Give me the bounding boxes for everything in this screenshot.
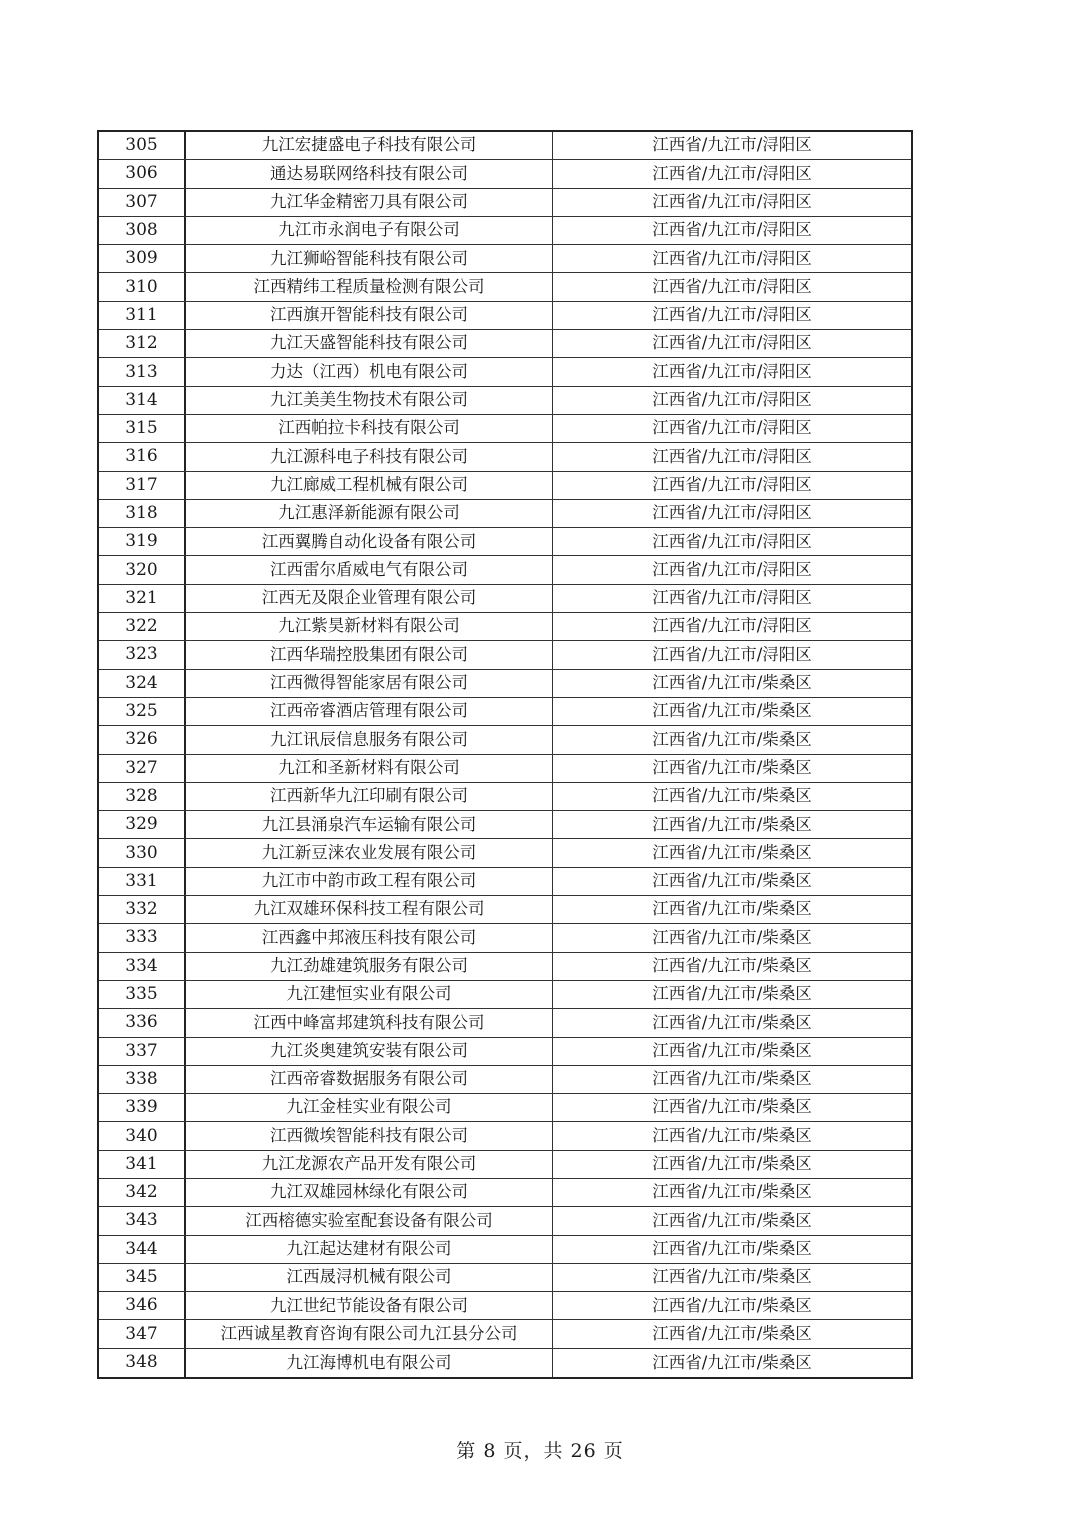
row-number: 343 xyxy=(99,1207,186,1234)
table-row xyxy=(99,896,911,924)
table-row xyxy=(99,1179,911,1207)
table-row xyxy=(99,641,911,669)
company-region: 江西省/九江市/柴桑区 xyxy=(652,1323,812,1343)
table-row xyxy=(99,528,911,556)
company-name: 九江华金精密刀具有限公司 xyxy=(186,189,553,216)
row-number: 320 xyxy=(99,556,186,583)
company-region: 江西省/九江市/柴桑区 xyxy=(652,842,812,862)
row-number: 344 xyxy=(99,1236,186,1263)
company-region: 江西省/九江市/浔阳区 xyxy=(652,531,812,551)
company-name: 九江双雄园林绿化有限公司 xyxy=(186,1179,553,1206)
table-row xyxy=(99,500,911,528)
company-name: 九江龙源农产品开发有限公司 xyxy=(186,1151,553,1178)
company-name: 九江天盛智能科技有限公司 xyxy=(186,330,553,357)
company-region: 江西省/九江市/柴桑区 xyxy=(652,956,812,975)
table-row xyxy=(99,160,911,188)
row-number: 321 xyxy=(99,585,186,612)
row-number: 312 xyxy=(99,330,186,357)
table-row xyxy=(99,698,911,726)
row-number: 342 xyxy=(99,1179,186,1206)
company-name: 江西精纬工程质量检测有限公司 xyxy=(186,273,553,300)
table-row xyxy=(99,245,911,273)
row-number: 310 xyxy=(99,273,186,300)
company-region: 江西省/九江市/柴桑区 xyxy=(652,1097,812,1117)
company-region: 江西省/九江市/浔阳区 xyxy=(652,588,812,608)
table-row xyxy=(99,981,911,1009)
company-name: 江西帝睿数据服务有限公司 xyxy=(186,1066,553,1093)
table-row xyxy=(99,811,911,839)
company-name: 九江源科电子科技有限公司 xyxy=(186,443,553,470)
company-name: 江西新华九江印刷有限公司 xyxy=(186,783,553,810)
row-number: 335 xyxy=(99,981,186,1008)
company-region: 江西省/九江市/浔阳区 xyxy=(652,163,812,183)
table-row xyxy=(99,924,911,952)
company-region: 江西省/九江市/柴桑区 xyxy=(652,1267,812,1287)
company-name: 九江市中韵市政工程有限公司 xyxy=(186,868,553,895)
table-row xyxy=(99,613,911,641)
company-region: 江西省/九江市/柴桑区 xyxy=(652,786,812,806)
company-name: 九江市永润电子有限公司 xyxy=(186,217,553,244)
company-region: 江西省/九江市/柴桑区 xyxy=(652,1154,812,1174)
row-number: 308 xyxy=(99,217,186,244)
row-number: 347 xyxy=(99,1320,186,1347)
row-number: 336 xyxy=(99,1009,186,1036)
company-name: 江西翼腾自动化设备有限公司 xyxy=(186,528,553,555)
company-region: 江西省/九江市/浔阳区 xyxy=(652,305,812,325)
row-number: 316 xyxy=(99,443,186,470)
company-name: 江西晟浔机械有限公司 xyxy=(186,1264,553,1291)
row-number: 341 xyxy=(99,1151,186,1178)
table-row xyxy=(99,1320,911,1348)
company-name: 力达（江西）机电有限公司 xyxy=(186,358,553,385)
row-number: 324 xyxy=(99,670,186,697)
company-name: 九江惠泽新能源有限公司 xyxy=(186,500,553,527)
company-region: 江西省/九江市/浔阳区 xyxy=(652,474,812,494)
company-region: 江西省/九江市/柴桑区 xyxy=(652,1012,812,1032)
row-number: 323 xyxy=(99,641,186,668)
row-number: 338 xyxy=(99,1066,186,1093)
table-row xyxy=(99,783,911,811)
row-number: 337 xyxy=(99,1038,186,1065)
company-name: 江西无及限企业管理有限公司 xyxy=(186,585,553,612)
row-number: 327 xyxy=(99,755,186,782)
table-row xyxy=(99,472,911,500)
company-region: 江西省/九江市/浔阳区 xyxy=(652,361,812,381)
company-name: 九江狮峪智能科技有限公司 xyxy=(186,245,553,272)
row-number: 315 xyxy=(99,415,186,442)
row-number: 326 xyxy=(99,726,186,753)
table-row xyxy=(99,1349,911,1377)
row-number: 305 xyxy=(99,132,186,159)
table-row xyxy=(99,1292,911,1320)
table-row xyxy=(99,1066,911,1094)
company-region: 江西省/九江市/柴桑区 xyxy=(652,1069,812,1089)
company-region: 江西省/九江市/柴桑区 xyxy=(652,1295,812,1315)
table-row xyxy=(99,189,911,217)
company-name: 九江金桂实业有限公司 xyxy=(186,1094,553,1121)
row-number: 311 xyxy=(99,302,186,329)
table-row xyxy=(99,868,911,896)
company-name: 通达易联网络科技有限公司 xyxy=(186,160,553,187)
company-region: 江西省/九江市/浔阳区 xyxy=(652,616,812,636)
table-row xyxy=(99,1207,911,1235)
row-number: 333 xyxy=(99,924,186,951)
table-row xyxy=(99,273,911,301)
company-name: 九江建恒实业有限公司 xyxy=(186,981,553,1008)
table-row xyxy=(99,1094,911,1122)
company-region: 江西省/九江市/柴桑区 xyxy=(652,899,812,919)
row-number: 346 xyxy=(99,1292,186,1319)
row-number: 313 xyxy=(99,358,186,385)
company-name: 江西微得智能家居有限公司 xyxy=(186,670,553,697)
company-name: 九江世纪节能设备有限公司 xyxy=(186,1292,553,1319)
company-region: 江西省/九江市/浔阳区 xyxy=(652,191,812,211)
company-name: 江西华瑞控股集团有限公司 xyxy=(186,641,553,668)
table-row xyxy=(99,302,911,330)
table-row xyxy=(99,585,911,613)
company-region: 江西省/九江市/浔阳区 xyxy=(652,248,812,268)
row-number: 307 xyxy=(99,189,186,216)
company-name: 九江紫昊新材料有限公司 xyxy=(186,613,553,640)
table-row xyxy=(99,358,911,386)
company-region: 江西省/九江市/浔阳区 xyxy=(652,220,812,240)
company-name: 江西榕德实验室配套设备有限公司 xyxy=(186,1207,553,1234)
company-name: 江西微埃智能科技有限公司 xyxy=(186,1122,553,1149)
company-name: 九江海博机电有限公司 xyxy=(186,1349,553,1377)
company-region: 江西省/九江市/柴桑区 xyxy=(652,1210,812,1230)
company-name: 九江宏捷盛电子科技有限公司 xyxy=(186,132,553,159)
row-number: 322 xyxy=(99,613,186,640)
company-name: 九江劲雄建筑服务有限公司 xyxy=(186,953,553,980)
table-row xyxy=(99,132,911,160)
company-region: 江西省/九江市/柴桑区 xyxy=(652,927,812,947)
company-name: 九江县涌泉汽车运输有限公司 xyxy=(186,811,553,838)
row-number: 331 xyxy=(99,868,186,895)
row-number: 318 xyxy=(99,500,186,527)
row-number: 328 xyxy=(99,783,186,810)
row-number: 332 xyxy=(99,896,186,923)
company-region: 江西省/九江市/浔阳区 xyxy=(652,135,812,155)
row-number: 348 xyxy=(99,1349,186,1377)
company-region: 江西省/九江市/浔阳区 xyxy=(652,390,812,410)
company-name: 九江炎奥建筑安装有限公司 xyxy=(186,1038,553,1065)
company-region: 江西省/九江市/柴桑区 xyxy=(652,814,812,834)
company-region: 江西省/九江市/柴桑区 xyxy=(652,757,812,777)
company-region: 江西省/九江市/浔阳区 xyxy=(652,446,812,466)
company-region: 江西省/九江市/浔阳区 xyxy=(652,276,812,296)
company-name: 九江起达建材有限公司 xyxy=(186,1236,553,1263)
table-row xyxy=(99,670,911,698)
company-region: 江西省/九江市/柴桑区 xyxy=(652,1040,812,1060)
row-number: 319 xyxy=(99,528,186,555)
row-number: 317 xyxy=(99,472,186,499)
company-name: 九江和圣新材料有限公司 xyxy=(186,755,553,782)
company-region: 江西省/九江市/柴桑区 xyxy=(652,1238,812,1258)
company-region: 江西省/九江市/柴桑区 xyxy=(652,871,812,891)
company-name: 九江双雄环保科技工程有限公司 xyxy=(186,896,553,923)
company-region: 江西省/九江市/柴桑区 xyxy=(652,1352,812,1372)
company-name: 江西雷尔盾威电气有限公司 xyxy=(186,556,553,583)
company-name: 江西旗开智能科技有限公司 xyxy=(186,302,553,329)
table-row xyxy=(99,217,911,245)
company-region: 江西省/九江市/柴桑区 xyxy=(652,701,812,721)
row-number: 330 xyxy=(99,839,186,866)
row-number: 339 xyxy=(99,1094,186,1121)
page-footer: 第 8 页，共 26 页 xyxy=(456,1440,624,1462)
table-row xyxy=(99,1264,911,1292)
row-number: 329 xyxy=(99,811,186,838)
table-row xyxy=(99,556,911,584)
table-row xyxy=(99,330,911,358)
company-region: 江西省/九江市/柴桑区 xyxy=(652,729,812,749)
company-name: 九江新豆涞农业发展有限公司 xyxy=(186,839,553,866)
table-row xyxy=(99,443,911,471)
company-name: 江西鑫中邦液压科技有限公司 xyxy=(186,924,553,951)
company-name: 江西帝睿酒店管理有限公司 xyxy=(186,698,553,725)
company-name: 九江美美生物技术有限公司 xyxy=(186,387,553,414)
table-row xyxy=(99,1009,911,1037)
table-row xyxy=(99,839,911,867)
table-row xyxy=(99,415,911,443)
company-region: 江西省/九江市/浔阳区 xyxy=(652,503,812,523)
company-region: 江西省/九江市/柴桑区 xyxy=(652,984,812,1004)
company-table xyxy=(97,130,913,1379)
company-name: 江西诚星教育咨询有限公司九江县分公司 xyxy=(186,1320,553,1347)
row-number: 345 xyxy=(99,1264,186,1291)
row-number: 325 xyxy=(99,698,186,725)
company-name: 江西帕拉卡科技有限公司 xyxy=(186,415,553,442)
company-name: 九江廊威工程机械有限公司 xyxy=(186,472,553,499)
table-row xyxy=(99,1151,911,1179)
company-region: 江西省/九江市/柴桑区 xyxy=(652,1182,812,1202)
company-name: 江西中峰富邦建筑科技有限公司 xyxy=(186,1009,553,1036)
table-row xyxy=(99,387,911,415)
table-row xyxy=(99,755,911,783)
table-row xyxy=(99,953,911,981)
table-row xyxy=(99,726,911,754)
row-number: 309 xyxy=(99,245,186,272)
row-number: 314 xyxy=(99,387,186,414)
company-region: 江西省/九江市/浔阳区 xyxy=(652,333,812,353)
row-number: 340 xyxy=(99,1122,186,1149)
company-region: 江西省/九江市/浔阳区 xyxy=(652,418,812,438)
company-region: 江西省/九江市/浔阳区 xyxy=(652,559,812,579)
table-row xyxy=(99,1038,911,1066)
company-region: 江西省/九江市/柴桑区 xyxy=(652,1125,812,1145)
table-row xyxy=(99,1122,911,1150)
row-number: 306 xyxy=(99,160,186,187)
row-number: 334 xyxy=(99,953,186,980)
company-name: 九江讯辰信息服务有限公司 xyxy=(186,726,553,753)
company-region: 江西省/九江市/浔阳区 xyxy=(652,644,812,664)
company-region: 江西省/九江市/柴桑区 xyxy=(652,673,812,693)
table-row xyxy=(99,1236,911,1264)
